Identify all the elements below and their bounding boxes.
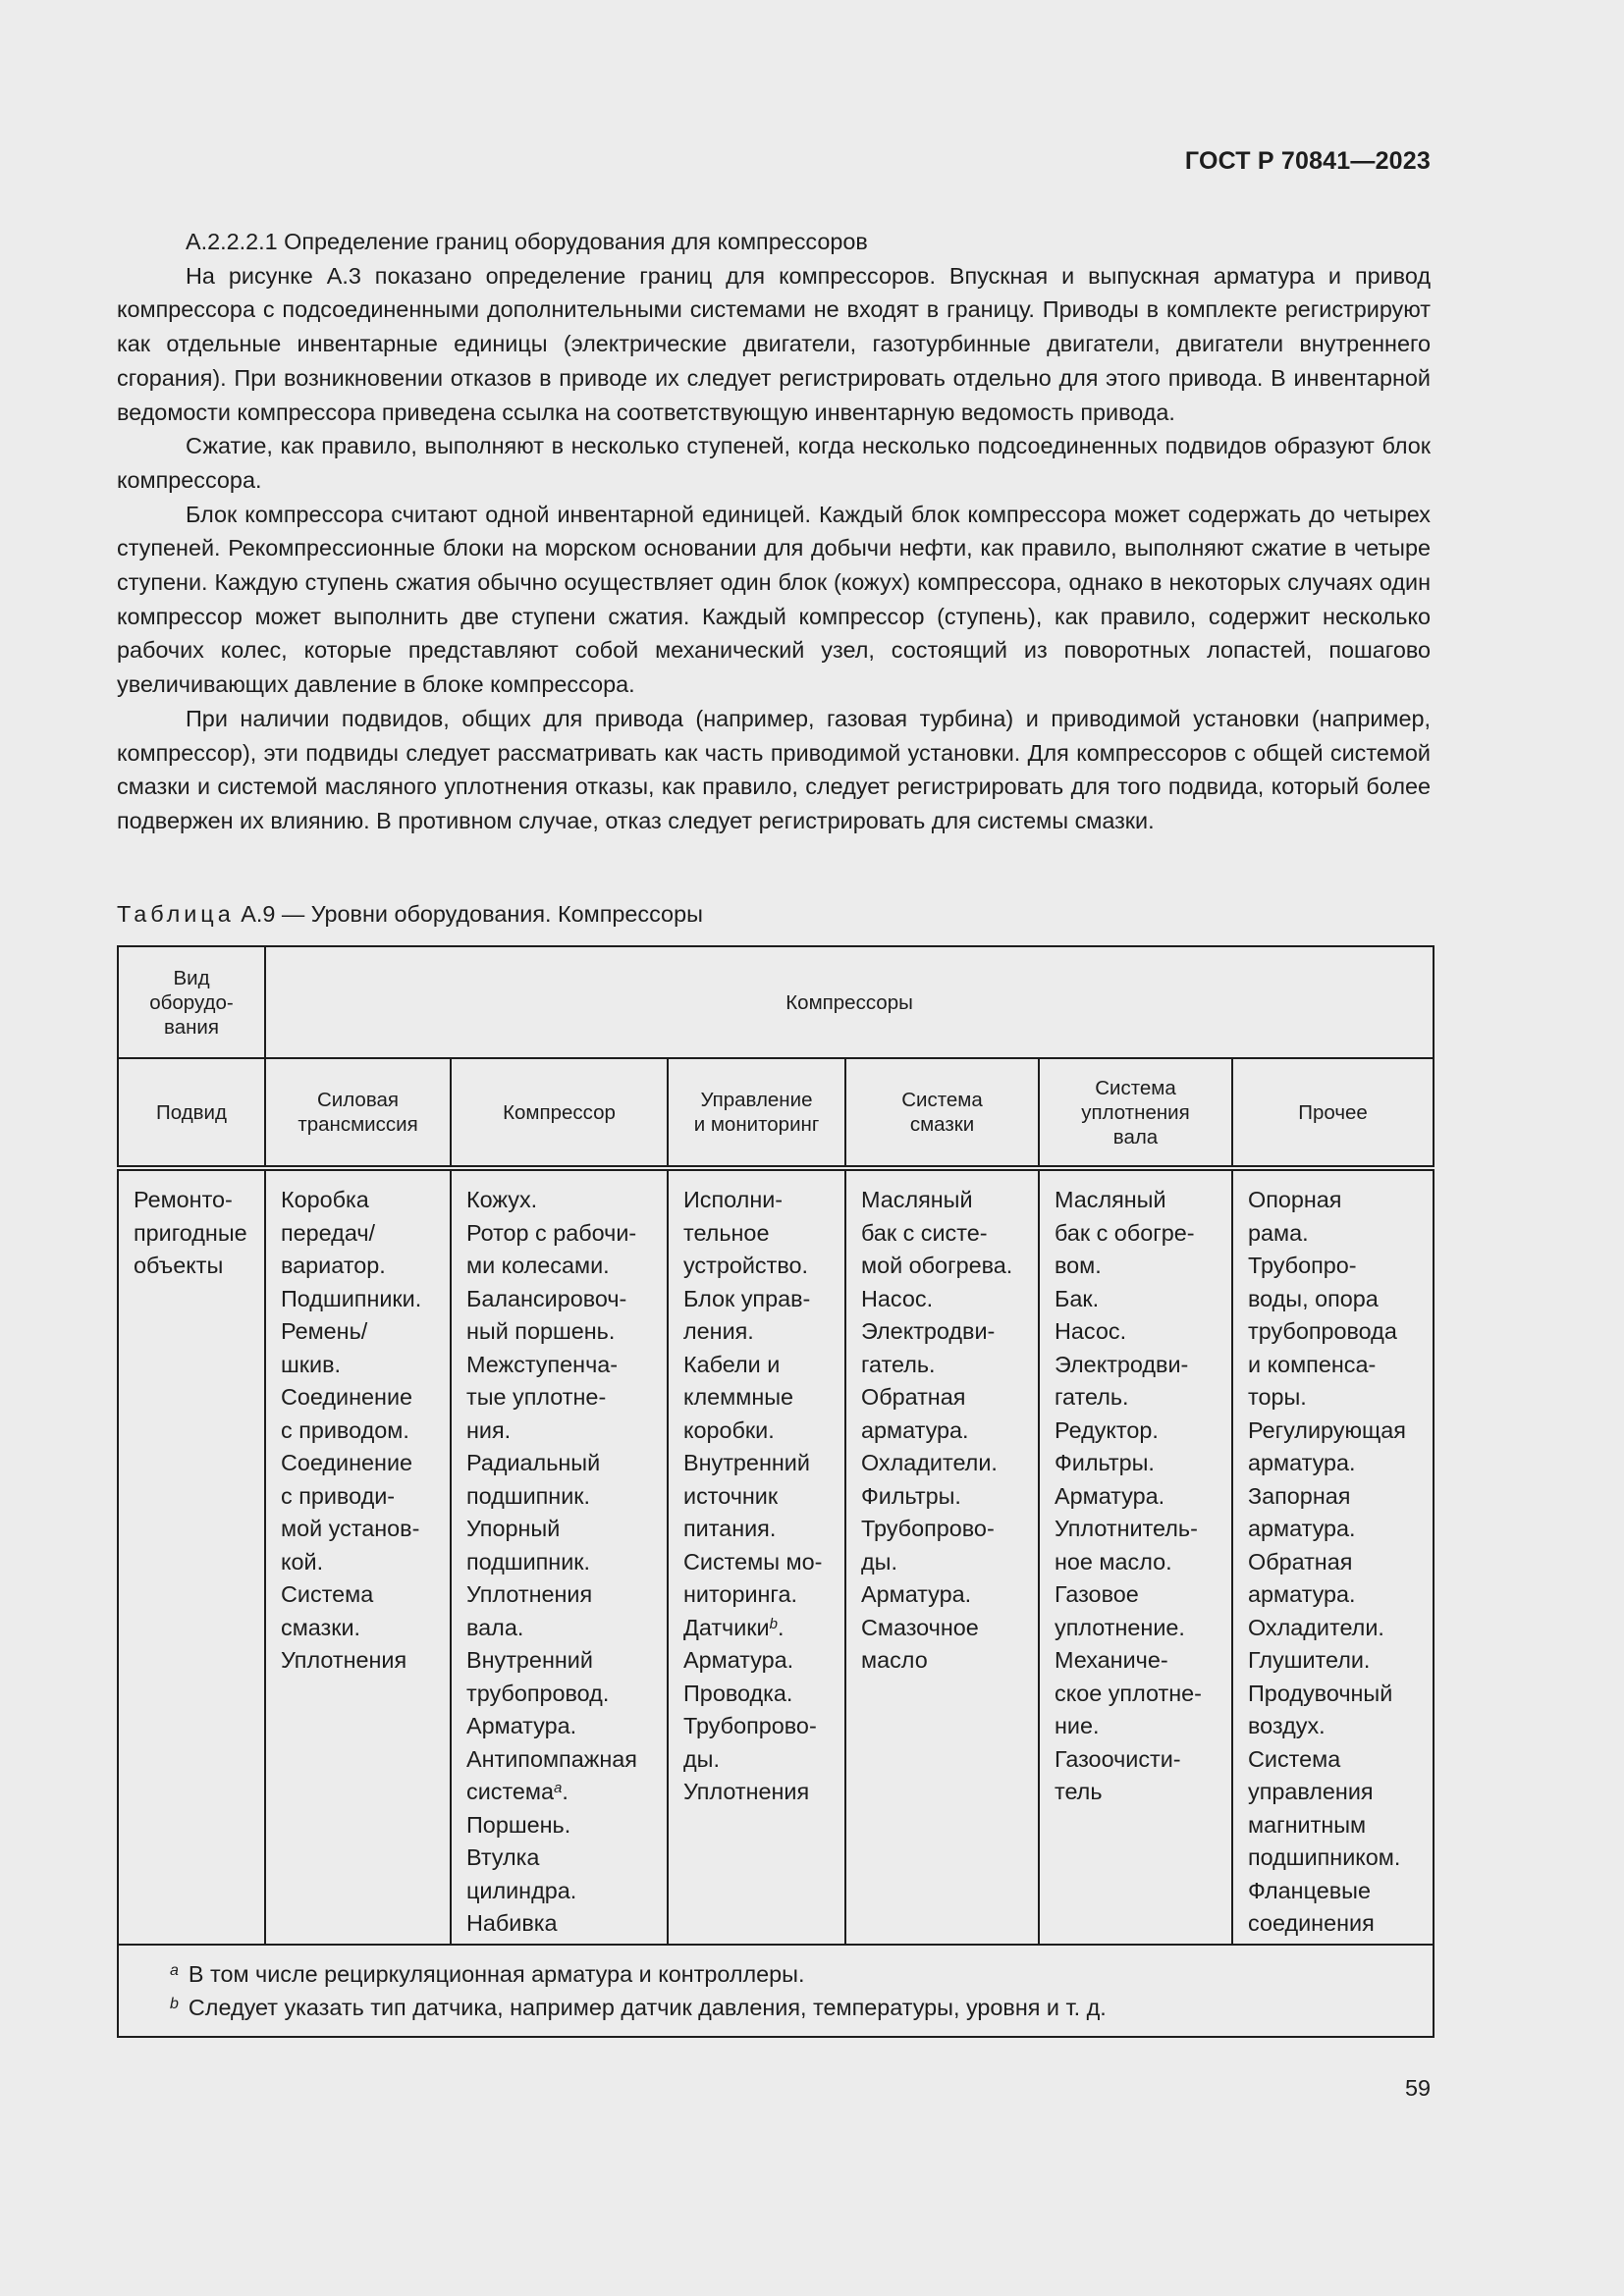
cell-line: система$^a$. <box>466 1779 568 1804</box>
table-row-footnotes <box>118 1945 1434 2037</box>
cell-line: Охладители. <box>1248 1614 1384 1640</box>
cell-line: воздух. <box>1248 1713 1326 1738</box>
cell-line: Проводка. <box>683 1680 793 1706</box>
cell-line: Ремень/ <box>281 1318 368 1344</box>
cell-line: мой установ- <box>281 1516 420 1541</box>
cell-line: вания <box>164 1015 219 1039</box>
cell-line: арматура. <box>1248 1450 1356 1475</box>
subunit-header <box>1039 1058 1232 1168</box>
cell-line: клеммные <box>683 1384 794 1410</box>
cell-line: пригодные <box>134 1219 247 1246</box>
cell-line: Межступенча- <box>466 1351 619 1377</box>
footnote-ref: b <box>769 1615 778 1632</box>
cell-line: Масляный <box>861 1187 973 1212</box>
cell-line: Блок управ- <box>683 1285 811 1311</box>
cell-line: Внутренний <box>683 1450 810 1475</box>
cell-line: Соединение <box>281 1450 413 1475</box>
footnote <box>170 1991 1433 2024</box>
cell-line: Набивка <box>466 1910 558 1936</box>
cell-line: вариатор. <box>281 1253 386 1278</box>
cell-line: Арматура. <box>466 1713 577 1738</box>
cell-line: арматура. <box>1248 1516 1356 1541</box>
cell-line: ды. <box>683 1745 720 1772</box>
cell-line: арматура. <box>1248 1581 1356 1607</box>
cell-line: Арматура. <box>861 1581 972 1607</box>
cell-line: мой обогрева. <box>861 1253 1013 1278</box>
cell-line: смазки. <box>281 1614 361 1640</box>
cell-line: гатель. <box>1055 1384 1129 1410</box>
cell-line: Газовое <box>1055 1581 1139 1607</box>
repairable-items-cell <box>845 1168 1039 1945</box>
table-caption-label: Таблица <box>117 901 235 927</box>
cell-line: Вид <box>173 966 210 989</box>
cell-line: Втулка <box>466 1844 540 1870</box>
cell-line: Насос. <box>861 1285 934 1311</box>
cell-line: и мониторинг <box>693 1113 820 1136</box>
cell-line: Фильтры. <box>1055 1450 1155 1475</box>
paragraph: При наличии подвидов, общих для привода (например, газовая турбина) и приводимой установки (например, компрессор), эти подвиды следует рассматривать как часть приводимой установки. Для компрессоров с общей системой смазки и системой масляного уплотнения отказы, как правило, следует регистрировать для того подвида, который более подвержен их влиянию. В противном случае, отказ следует регистрировать для системы смазки. <box>117 705 1431 833</box>
cell-line: Трубопро- <box>1248 1253 1357 1278</box>
table-row-equipment-type <box>118 946 1434 1058</box>
cell-line: с приводом. <box>281 1416 409 1443</box>
cell-line: управления <box>1248 1779 1374 1804</box>
cell-line: вом. <box>1055 1253 1102 1278</box>
cell-line: Насос. <box>1055 1318 1127 1344</box>
cell-line: питания. <box>683 1516 777 1541</box>
cell-line: ное масло. <box>1055 1548 1172 1575</box>
cell-line: Глушители. <box>1248 1647 1371 1673</box>
cell-line: источник <box>683 1482 779 1509</box>
cell-line: Трубопрово- <box>861 1516 995 1541</box>
subunit-label: Подвид <box>118 1058 265 1168</box>
cell-line: ское уплотне- <box>1055 1680 1202 1706</box>
cell-line: тель <box>1055 1779 1103 1804</box>
body-text <box>117 225 1431 838</box>
cell-line: ный поршень. <box>466 1318 616 1344</box>
cell-line: Уплотнения <box>466 1581 593 1607</box>
equipment-levels-table <box>117 945 1435 2038</box>
cell-line: тые уплотне- <box>466 1384 607 1410</box>
cell-line: с приводи- <box>281 1482 396 1509</box>
cell-line: уплотнение. <box>1055 1614 1185 1640</box>
cell-line: воды, опора <box>1248 1285 1379 1311</box>
cell-line: передач/ <box>281 1219 376 1246</box>
cell-line: Компрессор <box>503 1100 616 1124</box>
footnote-text: Следует указать тип датчика, например датчик давления, температуры, уровня и т. д. <box>188 1995 1107 2020</box>
repairable-items-label <box>118 1168 265 1945</box>
paragraph: Блок компрессора считают одной инвентарной единицей. Каждый блок компрессора может содержать до четырех ступеней. Рекомпрессионные блоки на морском основании для добычи нефти, как правило, выполняют сжатие в четыре ступени. Каждую ступень сжатия обычно осуществляет один блок (кожух) компрессора, однако в некоторых случаях один компрессор может выполнить две ступени сжатия. Каждый компрессор (ступень), как правило, содержит несколько рабочих колес, которые представляют собой механический узел, состоящий из поворотных лопастей, пошагово увеличивающих давление в блоке компрессора. <box>117 501 1431 698</box>
cell-line: Соединение <box>281 1384 413 1410</box>
cell-line: Система <box>281 1581 374 1607</box>
cell-line: Кабели и <box>683 1351 781 1377</box>
cell-line: Поршень. <box>466 1811 571 1838</box>
cell-line: Охладители. <box>861 1450 998 1475</box>
cell-line: Обратная <box>1248 1548 1353 1575</box>
cell-line: Арматура. <box>683 1647 794 1673</box>
cell-line: Фланцевые <box>1248 1877 1371 1903</box>
cell-line: ления. <box>683 1318 754 1344</box>
cell-line: подшипником. <box>1248 1844 1401 1870</box>
cell-line: Запорная <box>1248 1482 1351 1509</box>
cell-line: Кожух. <box>466 1187 538 1212</box>
paragraph: На рисунке А.3 показано определение границ для компрессоров. Впускная и выпускная арматура и привод компрессора с подсоединенными дополнительными системами не входят в границу. Приводы в комплекте регистрируют как отдельные инвентарные единицы (электрические двигатели, газотурбинные двигатели, двигатели внутреннего сгорания). При возникновении отказов в приводе их следует регистрировать отдельно для этого привода. В инвентарной ведомости компрессора приведена ссылка на соответствующую инвентарную ведомость привода. <box>117 262 1431 425</box>
cell-line: Электродви- <box>1055 1351 1189 1377</box>
cell-line: Силовая <box>316 1089 399 1111</box>
cell-line: Трубопрово- <box>683 1713 817 1738</box>
cell-line: ние. <box>1055 1713 1100 1738</box>
page-number: 59 <box>1404 2075 1431 2101</box>
cell-line: Редуктор. <box>1055 1416 1159 1443</box>
repairable-items-cell <box>265 1168 451 1945</box>
cell-line: Газоочисти- <box>1055 1745 1181 1772</box>
cell-line: Смазочное <box>861 1614 979 1640</box>
cell-line: Регулирующая <box>1248 1416 1406 1443</box>
cell-line: Упорный <box>466 1516 561 1541</box>
cell-line: цилиндра. <box>466 1877 577 1903</box>
cell-line: ния. <box>466 1416 512 1443</box>
cell-line: Датчики$^b$. <box>683 1614 785 1640</box>
table-row-subunits <box>118 1058 1434 1168</box>
cell-line: уплотнения <box>1081 1100 1190 1124</box>
cell-line: гатель. <box>861 1351 936 1377</box>
repairable-items-cell <box>668 1168 845 1945</box>
cell-line: трансмиссия <box>298 1113 418 1136</box>
cell-line: Обратная <box>861 1384 966 1410</box>
cell-line: Коробка <box>281 1187 369 1212</box>
cell-line: Уплотнения <box>683 1779 810 1804</box>
cell-line: подшипник. <box>466 1482 591 1509</box>
cell-line: Исполни- <box>683 1187 784 1212</box>
cell-line: Радиальный <box>466 1450 601 1475</box>
repairable-items-cell <box>1232 1168 1434 1945</box>
document-standard-number: ГОСТ Р 70841—2023 <box>1184 147 1431 175</box>
cell-line: магнитным <box>1248 1811 1367 1838</box>
cell-line: Ротор с рабочи- <box>466 1219 637 1246</box>
subunit-header <box>451 1058 668 1168</box>
cell-line: устройство. <box>683 1253 809 1278</box>
cell-line: вала. <box>466 1614 524 1640</box>
cell-line: Масляный <box>1055 1187 1166 1212</box>
cell-line: торы. <box>1248 1384 1307 1410</box>
cell-line: бак с обогре- <box>1055 1219 1195 1246</box>
cell-line: смазки <box>909 1113 975 1136</box>
cell-line: Бак. <box>1055 1285 1100 1311</box>
cell-line: арматура. <box>861 1416 969 1443</box>
subunit-header <box>1232 1058 1434 1168</box>
table-footnotes <box>118 1945 1434 2037</box>
cell-line: Механиче- <box>1055 1647 1168 1673</box>
cell-line: трубопровода <box>1248 1318 1397 1344</box>
cell-line: ниторинга. <box>683 1581 797 1607</box>
equipment-type-value: Компрессоры <box>265 946 1434 1058</box>
cell-line: Продувочный <box>1248 1680 1393 1706</box>
cell-line: и компенса- <box>1248 1351 1377 1377</box>
table-row-repairable-items <box>118 1168 1434 1945</box>
cell-line: Система <box>901 1089 983 1111</box>
cell-line: Подшипники. <box>281 1285 422 1311</box>
table-caption-title: А.9 — Уровни оборудования. Компрессоры <box>234 901 703 927</box>
cell-line: тельное <box>683 1219 770 1246</box>
cell-line: Уплотнитель- <box>1055 1516 1198 1541</box>
subunit-header <box>668 1058 845 1168</box>
cell-line: Внутренний <box>466 1647 593 1673</box>
subunit-header <box>265 1058 451 1168</box>
cell-line: бак с систе- <box>861 1219 988 1246</box>
footnote-mark: b <box>170 1996 179 2012</box>
cell-line: Ремонто- <box>134 1187 233 1212</box>
cell-line: коробки. <box>683 1416 775 1443</box>
cell-line: оборудо- <box>149 990 234 1014</box>
paragraph: Сжатие, как правило, выполняют в несколько ступеней, когда несколько подсоединенных подвидов образуют блок компрессора. <box>117 433 1431 493</box>
cell-line: Система <box>1095 1076 1176 1099</box>
cell-line: Электродви- <box>861 1318 996 1344</box>
cell-line: Системы мо- <box>683 1548 823 1575</box>
cell-line: соединения <box>1248 1910 1375 1936</box>
cell-line: трубопровод. <box>466 1680 610 1706</box>
footnote-mark: a <box>170 1962 179 1979</box>
repairable-items-cell <box>1039 1168 1232 1945</box>
repairable-items-cell <box>451 1168 668 1945</box>
cell-line: Антипомпажная <box>466 1745 637 1772</box>
cell-line: вала <box>1112 1125 1159 1148</box>
table-caption <box>117 899 1431 929</box>
cell-line: Уплотнения <box>281 1647 407 1673</box>
cell-line: шкив. <box>281 1351 341 1377</box>
footnote-ref: a <box>554 1780 563 1796</box>
cell-line: Управление <box>700 1089 813 1111</box>
cell-line: масло <box>861 1647 928 1673</box>
cell-line: Фильтры. <box>861 1482 961 1509</box>
cell-line: Система <box>1248 1745 1341 1772</box>
cell-line: ды. <box>861 1548 897 1575</box>
cell-line: объекты <box>134 1253 224 1278</box>
cell-line: кой. <box>281 1548 324 1575</box>
subunit-header <box>845 1058 1039 1168</box>
cell-line: Балансировоч- <box>466 1285 627 1311</box>
cell-line: Прочее <box>1298 1100 1368 1124</box>
section-heading: А.2.2.2.1 Определение границ оборудования для компрессоров <box>186 229 868 254</box>
cell-line: ми колесами. <box>466 1253 610 1278</box>
equipment-type-header <box>118 946 265 1058</box>
cell-line: рама. <box>1248 1219 1309 1246</box>
cell-line: Опорная <box>1248 1187 1342 1212</box>
cell-line: подшипник. <box>466 1548 591 1575</box>
cell-line: Арматура. <box>1055 1482 1165 1509</box>
footnote-text: В том числе рециркуляционная арматура и контроллеры. <box>188 1961 805 1987</box>
footnote <box>170 1957 1433 1991</box>
